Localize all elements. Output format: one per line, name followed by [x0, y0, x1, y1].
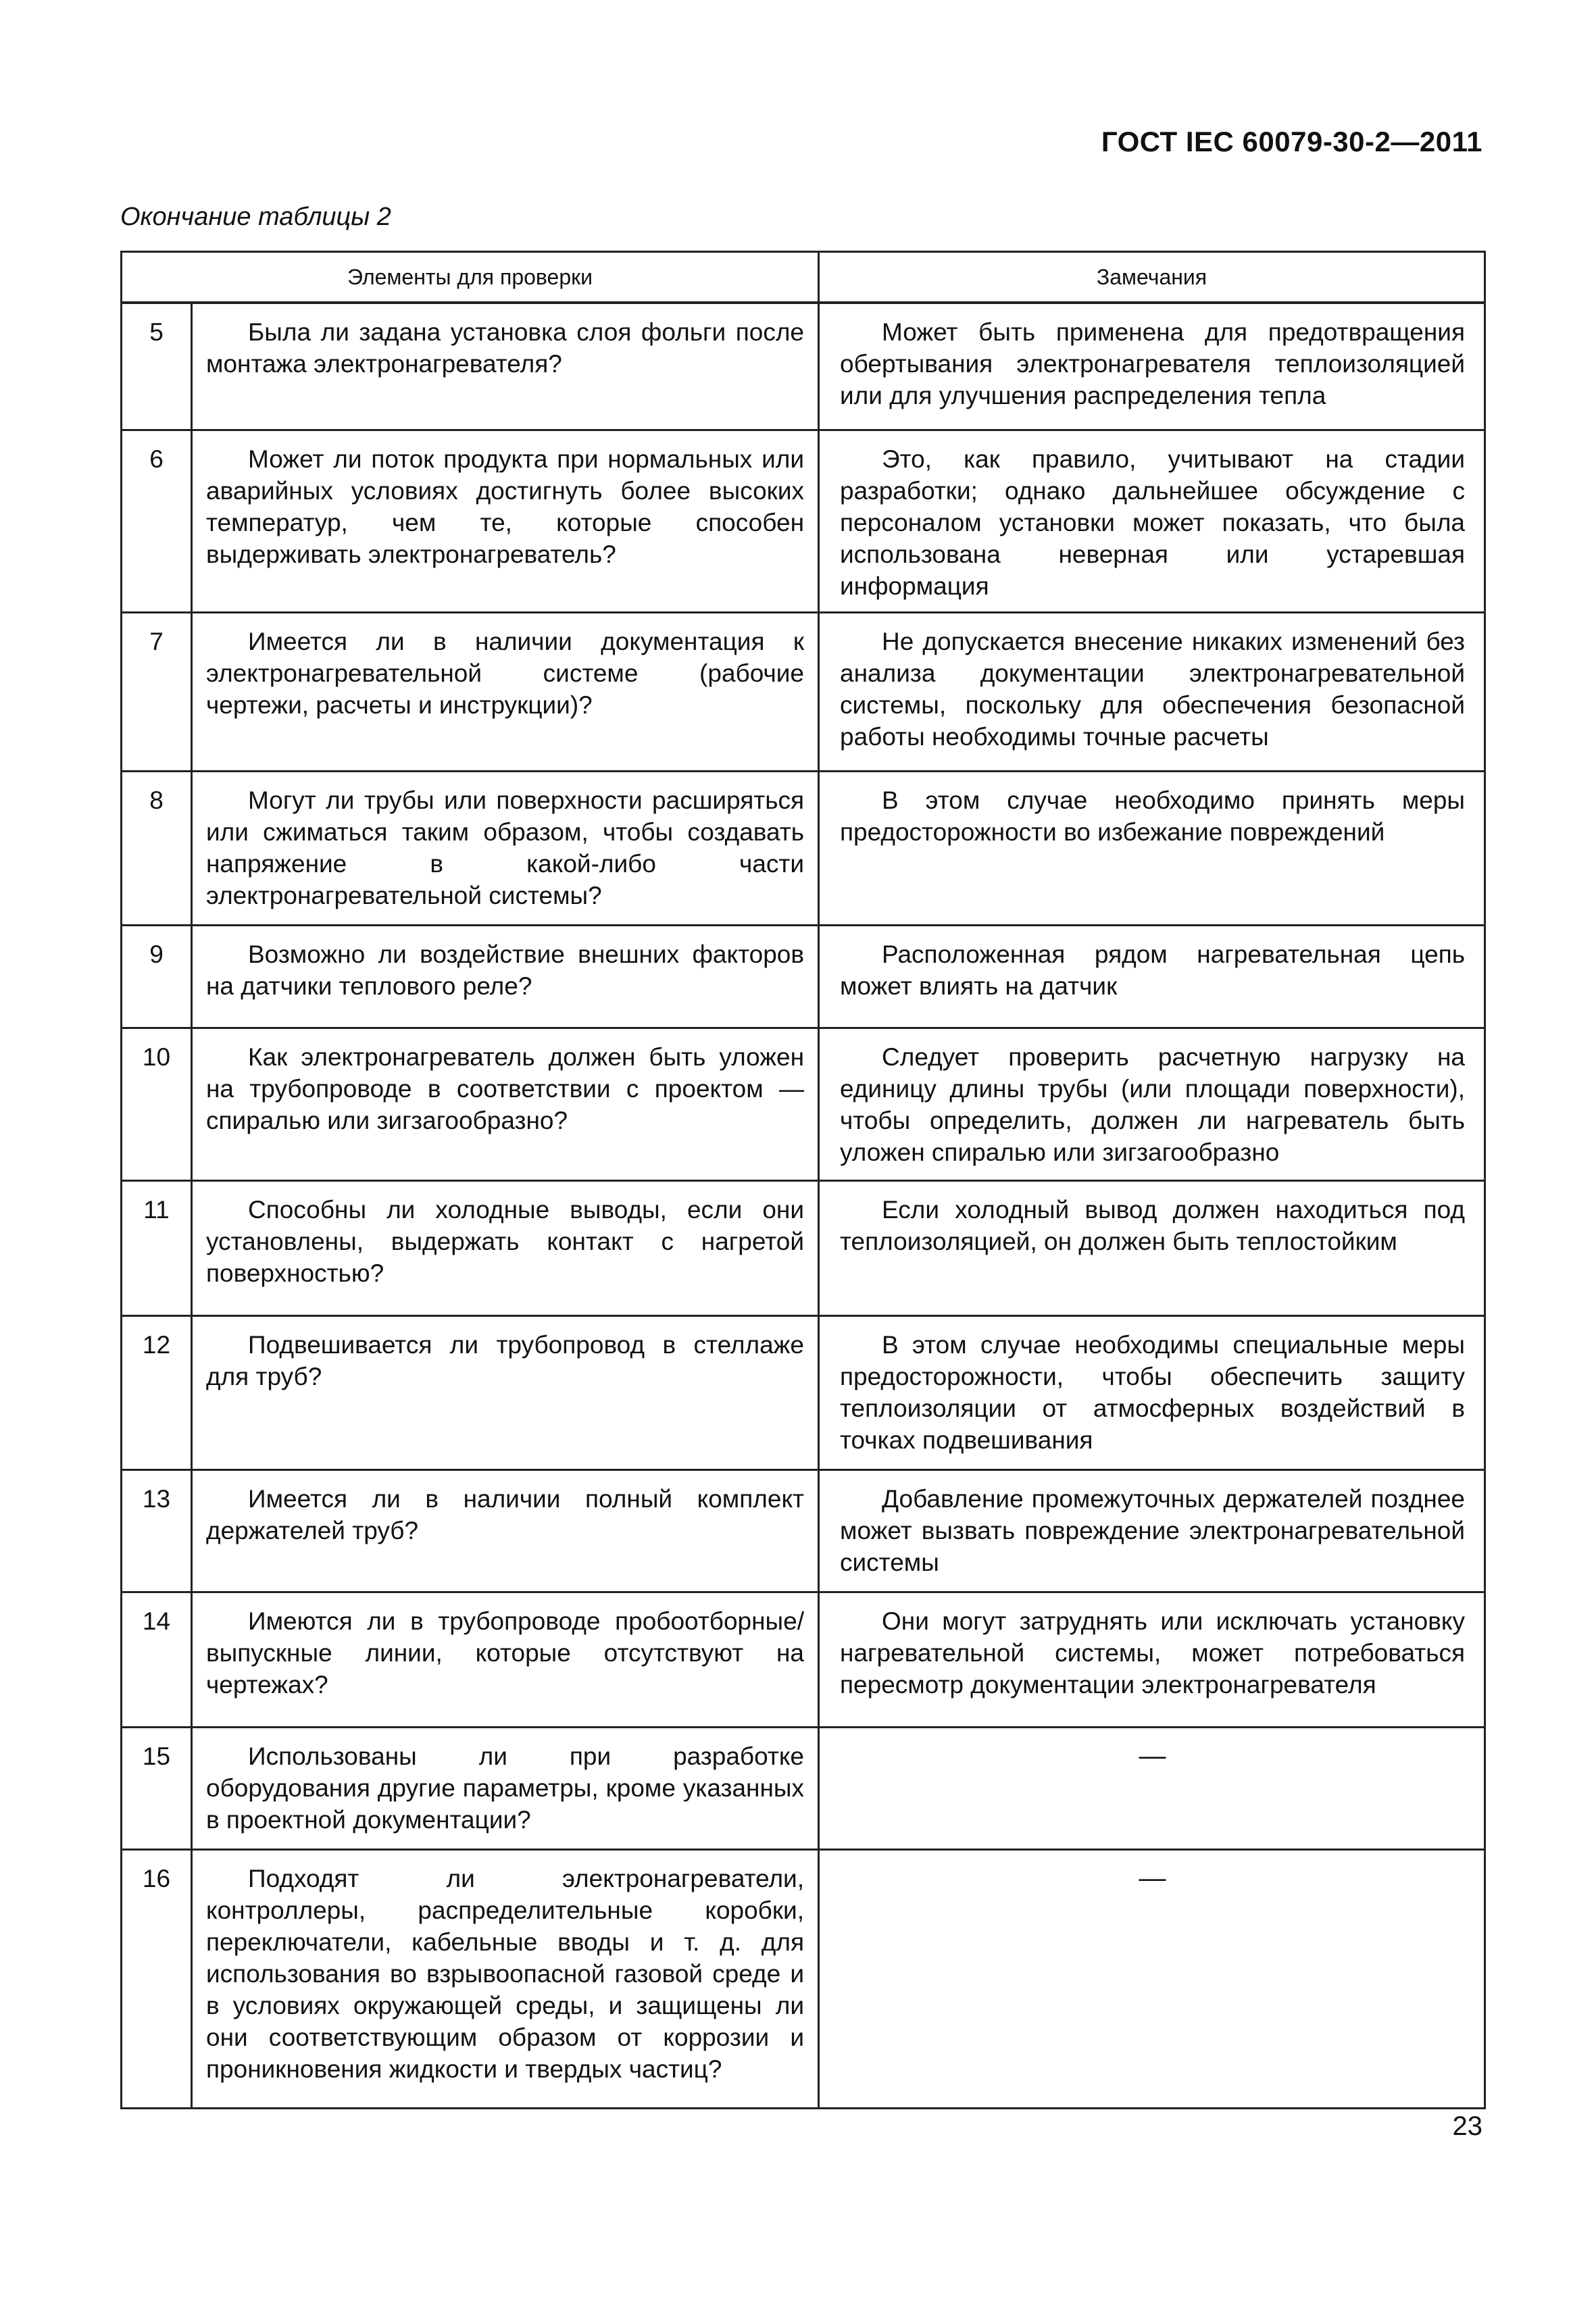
remark: Расположенная рядом нагревательная цепь может влиять на датчик [819, 925, 1485, 1028]
remark: Это, как правило, учитывают на стадии разработки; однако дальнейшее обсуждение с персоналом установки может показать, что была использована неверная или устаревшая информация [819, 430, 1485, 612]
column-header-items: Элементы для проверки [122, 252, 819, 303]
check-item: Подвешивается ли трубопровод в стеллаже для труб? [192, 1315, 819, 1469]
standard-header: ГОСТ IEC 60079-30-2—2011 [1101, 126, 1482, 157]
check-item: Подходят ли электронагреватели, контроллеры, распределительные коробки, переключатели, кабельные вводы и т. д. для использования во взрывоопасной газовой среде и в условиях окружающей среды, и защищены ли они соответствующим образом от коррозии и проникновения жидкости и твердых частиц? [192, 1849, 819, 2108]
remark: Они могут затруднять или исключать установку нагревательной системы, может потребоваться пересмотр документации электронагревателя [819, 1592, 1485, 1727]
table-caption: Окончание таблицы 2 [120, 203, 391, 231]
table-row [122, 1849, 1485, 2108]
row-number: 7 [122, 612, 192, 771]
remark: Не допускается внесение никаких изменений без анализа документации электронагревательной системы, поскольку для обеспечения безопасной работы необходимы точные расчеты [819, 612, 1485, 771]
remark: В этом случае необходимо принять меры предосторожности во избежание повреждений [819, 771, 1485, 925]
row-number: 14 [122, 1592, 192, 1727]
table-row [122, 1028, 1485, 1180]
row-number: 16 [122, 1849, 192, 2108]
inspection-table [120, 251, 1486, 2109]
check-item: Имеется ли в наличии документация к электронагревательной системе (рабочие чертежи, расчеты и инструкции)? [192, 612, 819, 771]
row-number: 12 [122, 1315, 192, 1469]
row-number: 15 [122, 1727, 192, 1849]
table-row [122, 1727, 1485, 1849]
remark: Если холодный вывод должен находиться под теплоизоляцией, он должен быть теплостойким [819, 1180, 1485, 1315]
check-item: Имеется ли в наличии полный комплект держателей труб? [192, 1469, 819, 1592]
row-number: 13 [122, 1469, 192, 1592]
row-number: 8 [122, 771, 192, 925]
check-item: Может ли поток продукта при нормальных или аварийных условиях достигнуть более высоких температур, чем те, которые способен выдерживать электронагреватель? [192, 430, 819, 612]
row-number: 11 [122, 1180, 192, 1315]
table-row [122, 303, 1485, 430]
table-row [122, 925, 1485, 1028]
remark: В этом случае необходимы специальные меры предосторожности, чтобы обеспечить защиту теплоизоляции от атмосферных воздействий в точках подвешивания [819, 1315, 1485, 1469]
remark: Добавление промежуточных держателей позднее может вызвать повреждение электронагревательной системы [819, 1469, 1485, 1592]
check-item: Использованы ли при разработке оборудования другие параметры, кроме указанных в проектной документации? [192, 1727, 819, 1849]
check-item: Возможно ли воздействие внешних факторов на датчики теплового реле? [192, 925, 819, 1028]
row-number: 5 [122, 303, 192, 430]
table-row [122, 1180, 1485, 1315]
page-number: 23 [1452, 2111, 1482, 2141]
check-item: Как электронагреватель должен быть уложен на трубопроводе в соответствии с проектом — спиралью или зигзагообразно? [192, 1028, 819, 1180]
remark-empty-dash: — [819, 1727, 1485, 1849]
row-number: 10 [122, 1028, 192, 1180]
column-header-remarks: Замечания [819, 252, 1485, 303]
table-row [122, 771, 1485, 925]
row-number: 9 [122, 925, 192, 1028]
table-row [122, 430, 1485, 612]
remark: Следует проверить расчетную нагрузку на единицу длины трубы (или площади поверхности), чтобы определить, должен ли нагреватель быть уложен спиралью или зигзагообразно [819, 1028, 1485, 1180]
table-row [122, 1469, 1485, 1592]
check-item: Способны ли холодные выводы, если они установлены, выдержать контакт с нагретой поверхностью? [192, 1180, 819, 1315]
table-row [122, 1315, 1485, 1469]
table-row [122, 1592, 1485, 1727]
row-number: 6 [122, 430, 192, 612]
remark-empty-dash: — [819, 1849, 1485, 2108]
check-item: Имеются ли в трубопроводе пробоотборные/выпускные линии, которые отсутствуют на чертежах? [192, 1592, 819, 1727]
table-row [122, 612, 1485, 771]
check-item: Была ли задана установка слоя фольги после монтажа электронагревателя? [192, 303, 819, 430]
check-item: Могут ли трубы или поверхности расширяться или сжиматься таким образом, чтобы создавать напряжение в какой-либо части электронагревательной системы? [192, 771, 819, 925]
table-header-row [122, 252, 1485, 303]
remark: Может быть применена для предотвращения обертывания электронагревателя теплоизоляцией или для улучшения распределения тепла [819, 303, 1485, 430]
